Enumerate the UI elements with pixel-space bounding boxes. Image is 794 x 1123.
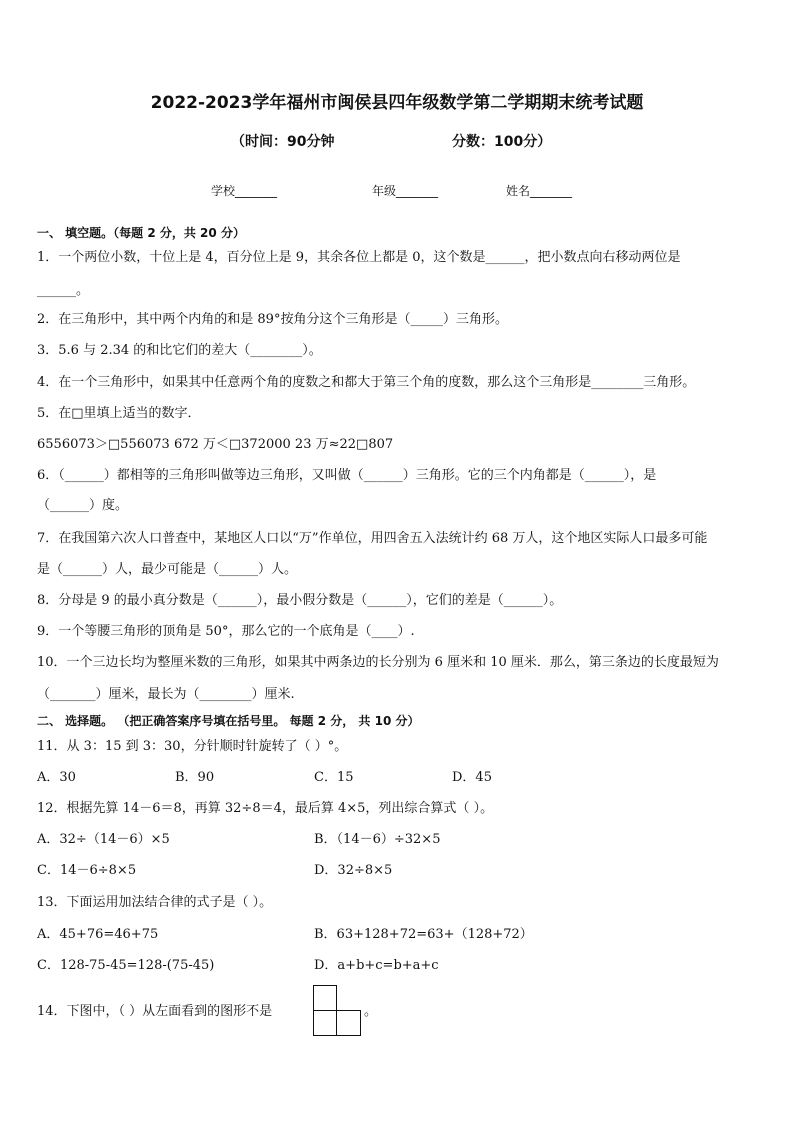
q11-option-c: C．15: [314, 770, 354, 785]
q13-stem: 13．下面运用加法结合律的式子是（ ）。: [37, 895, 273, 910]
q11-option-d: D．45: [452, 770, 492, 785]
q6-line2: （______）度。: [37, 498, 129, 513]
q12-option-a: A．32÷（14－6）×5: [37, 832, 170, 847]
exam-score: 分数：100分）: [452, 134, 552, 150]
q4: 4．在一个三角形中，如果其中任意两个角的度数之和都大于第三个角的度数，那么这个三角形是________三角形。: [37, 375, 696, 390]
q11-stem: 11．从 3：15 到 3：30，分针顺时针旋转了（ ）°。: [37, 739, 348, 754]
q6-line1: 6．（______）都相等的三角形叫做等边三角形，又叫做（______）三角形。它的三个内角都是（______），是: [37, 468, 657, 483]
q14-tail: 。: [364, 1004, 378, 1019]
q2: 2．在三角形中，其中两个内角的和是 89°按角分这个三角形是（_____）三角形。: [37, 312, 508, 327]
figure-cell-top: [313, 985, 337, 1011]
exam-time: （时间：90分钟: [231, 134, 335, 150]
q5: 5．在□里填上适当的数字．: [37, 406, 201, 421]
q11-option-a: A．30: [37, 770, 76, 785]
school-field: 学校_______: [211, 184, 278, 198]
q3: 3．5.6 与 2.34 的和比它们的差大（________）。: [37, 343, 322, 358]
q12-option-c: C．14－6÷8×5: [37, 863, 137, 878]
q1-line2: ______。: [37, 283, 90, 298]
q13-option-b: B．63+128+72=63+（128+72）: [314, 927, 533, 942]
q13-option-d: D．a+b+c=b+a+c: [314, 958, 439, 973]
q13-option-a: A．45+76=46+75: [37, 927, 159, 942]
q13-option-c: C．128-75-45=128-(75-45): [37, 958, 215, 973]
section-1-heading: 一、 填空题。（每题 2 分，共 20 分）: [37, 226, 245, 240]
figure-cell-bottom-right: [336, 1010, 361, 1036]
q1-line1: 1．一个两位小数，十位上是 4，百分位上是 9，其余各位上都是 0，这个数是______，把小数点向右移动两位是: [37, 250, 681, 265]
q8: 8．分母是 9 的最小真分数是（______），最小假分数是（______），它们的差是（______）。: [37, 593, 563, 608]
q12-option-d: D．32÷8×5: [314, 863, 393, 878]
q14-stem: 14．下图中，（ ）从左面看到的图形不是: [37, 1004, 273, 1019]
exam-title: 2022-2023学年福州市闽侯县四年级数学第二学期期末统考试题: [150, 93, 644, 113]
q10-line1: 10．一个三边长均为整厘米数的三角形，如果其中两条边的长分别为 6 厘米和 10 厘米．那么，第三条边的长度最短为: [37, 655, 719, 670]
q11-option-b: B．90: [175, 770, 215, 785]
q7-line1: 7．在我国第六次人口普查中，某地区人口以“万”作单位，用四舍五入法统计约 68 万人，这个地区实际人口最多可能: [37, 531, 708, 546]
section-2-heading: 二、 选择题。 （把正确答案序号填在括号里。 每题 2 分， 共 10 分）: [37, 714, 420, 728]
q7-line2: 是（______）人，最少可能是（______）人。: [37, 562, 298, 577]
figure-cell-bottom-left: [313, 1010, 337, 1036]
q14-figure: [313, 985, 361, 1037]
name-field: 姓名_______: [506, 184, 573, 198]
q9: 9．一个等腰三角形的顶角是 50°，那么它的一个底角是（____）.: [37, 624, 415, 639]
q10-line2: （_______）厘米，最长为（________）厘米.: [37, 687, 295, 702]
q12-stem: 12．根据先算 14－6＝8，再算 32÷8＝4，最后算 4×5，列出综合算式（ ）。: [37, 801, 494, 816]
q12-option-b: B．（14－6）÷32×5: [314, 832, 441, 847]
grade-field: 年级_______: [372, 184, 439, 198]
q5-items: 6556073＞□556073 672 万＜□372000 23 万≈22□807: [37, 437, 394, 452]
